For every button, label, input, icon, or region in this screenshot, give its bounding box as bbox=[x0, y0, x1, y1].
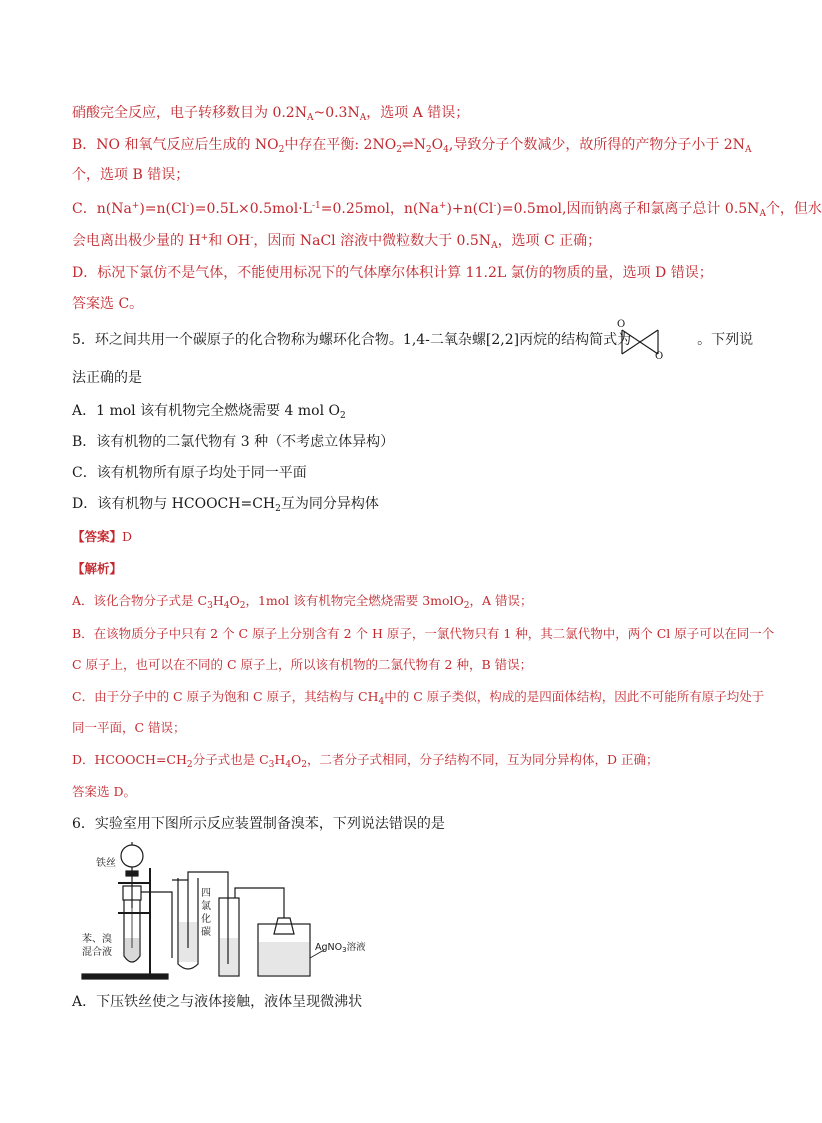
label-agno3: AgNO$_3$溶液 bbox=[315, 942, 366, 954]
beaker-liquid bbox=[259, 942, 309, 975]
label-ccl4-3: 化 bbox=[201, 914, 211, 925]
label-ccl4-4: 碳 bbox=[201, 927, 211, 938]
label-iron-wire: 铁丝 bbox=[96, 858, 116, 869]
prev-answer-option-b-line-2: 个，选项 B 错误； bbox=[72, 167, 190, 183]
label-benzene-bromine: 苯、溴 bbox=[82, 934, 112, 945]
wash-bottle-liquid bbox=[220, 938, 238, 975]
q5-analysis-c-line-2: 同一平面，C 错误； bbox=[72, 720, 186, 735]
q5-option-d: D．该有机物与 $HCOOCH=CH_2$互为同分异构体 bbox=[72, 496, 379, 514]
q5-option-c: C．该有机物所有原子均处于同一平面 bbox=[72, 465, 307, 481]
q6-option-a: A．下压铁丝使之与液体接触，液体呈现微沸状 bbox=[72, 994, 363, 1010]
q5-answer: 【答案】D bbox=[72, 529, 133, 544]
q5-analysis-label: 【解析】 bbox=[72, 561, 123, 576]
delivery-tube-3 bbox=[235, 888, 284, 918]
q5-analysis-b: B．在该物质分子中只有 2 个 C 原子上分别含有 2 个 H 原子，一氯代物只有 1 种，其二氯代物中，两个 Cl 原子可以在同一个 bbox=[72, 626, 775, 641]
inverted-funnel bbox=[274, 918, 294, 934]
q5-analysis-d: D．$HCOOCH=CH_2$分子式也是 $C_3H_4O_2$，二者分子式相同，分子结构不同，互为同分异构体，D 正确； bbox=[72, 752, 659, 770]
q5-stem: 5．环之间共用一个碳原子的化合物称为螺环化合物。1,4-二氧杂螺[2,2]丙烷的结构简式为 。下列说 bbox=[72, 332, 754, 348]
label-mixture: 混合液 bbox=[82, 947, 112, 958]
spiro-oxygen-top: O bbox=[617, 319, 626, 330]
bromobenzene-apparatus-figure bbox=[78, 838, 378, 986]
label-ccl4-2: 氯 bbox=[201, 901, 211, 912]
prev-answer-option-b: B．NO 和氧气反应后生成的 $NO_2$中存在平衡: $2NO_2\rightleftharpoons N_2O_4$,导致分子个数减少，故所得的产物分子小于 $2N_A$ bbox=[72, 137, 752, 155]
label-ccl4-1: 四 bbox=[201, 888, 211, 899]
stand-base bbox=[82, 974, 168, 979]
delivery-tube-1 bbox=[141, 892, 172, 958]
prev-answer-conclusion: 答案选 C。 bbox=[72, 296, 144, 312]
q5-option-b: B．该有机物的二氯代物有 3 种（不考虑立体异构） bbox=[72, 434, 395, 450]
spiro-structure-figure bbox=[608, 316, 670, 360]
prev-answer-option-c-line-2: 会电离出极少量的 H+和 OH-，因而 NaCl 溶液中微粒数大于 $0.5N_A$，选项 C 正确； bbox=[72, 233, 602, 251]
prev-answer-option-c: C．$n(Na^+)=n(Cl^-)=0.5L\times 0.5mol\cdot L^{-1}=0.25mol$，n(Na+)+n(Cl-)=0.5mol,因而钠离子和氯离子总计 $0.5N_A$个，但水 bbox=[72, 201, 822, 219]
q6-stem: 6．实验室用下图所示反应装置制备溴苯，下列说法错误的是 bbox=[72, 816, 445, 832]
q5-conclusion: 答案选 D。 bbox=[72, 784, 136, 799]
q5-analysis-c: C．由于分子中的 C 原子为饱和 C 原子，其结构与 $CH_4$中的 C 原子类似，构成的是四面体结构，因此不可能所有原子均处于 bbox=[72, 689, 765, 707]
q5-option-a: A．1 mol 该有机物完全燃烧需要 4 mol $O_2$ bbox=[72, 403, 346, 421]
q5-analysis-b-line-2: C 原子上，也可以在不同的 C 原子上，所以该有机物的二氯代物有 2 种，B 错误； bbox=[72, 657, 533, 672]
q5-analysis-a: A．该化合物分子式是 $C_3H_4O_2$，1mol 该有机物完全燃烧需要 3molO$_2$，A 错误； bbox=[72, 593, 533, 611]
spiro-oxygen-bottom: O bbox=[655, 351, 664, 362]
prev-answer-line-1: 硝酸完全反应，电子转移数目为 $0.2N_A\sim 0.3N_A$，选项 A 错误； bbox=[72, 105, 470, 123]
funnel-stopcock bbox=[126, 871, 138, 876]
prev-answer-option-d: D．标况下氯仿不是气体，不能使用标况下的气体摩尔体积计算 11.2L 氯仿的物质的量，选项 D 错误； bbox=[72, 265, 713, 281]
q5-stem-line-2: 法正确的是 bbox=[72, 370, 142, 386]
separatory-funnel-bulb bbox=[121, 845, 143, 867]
